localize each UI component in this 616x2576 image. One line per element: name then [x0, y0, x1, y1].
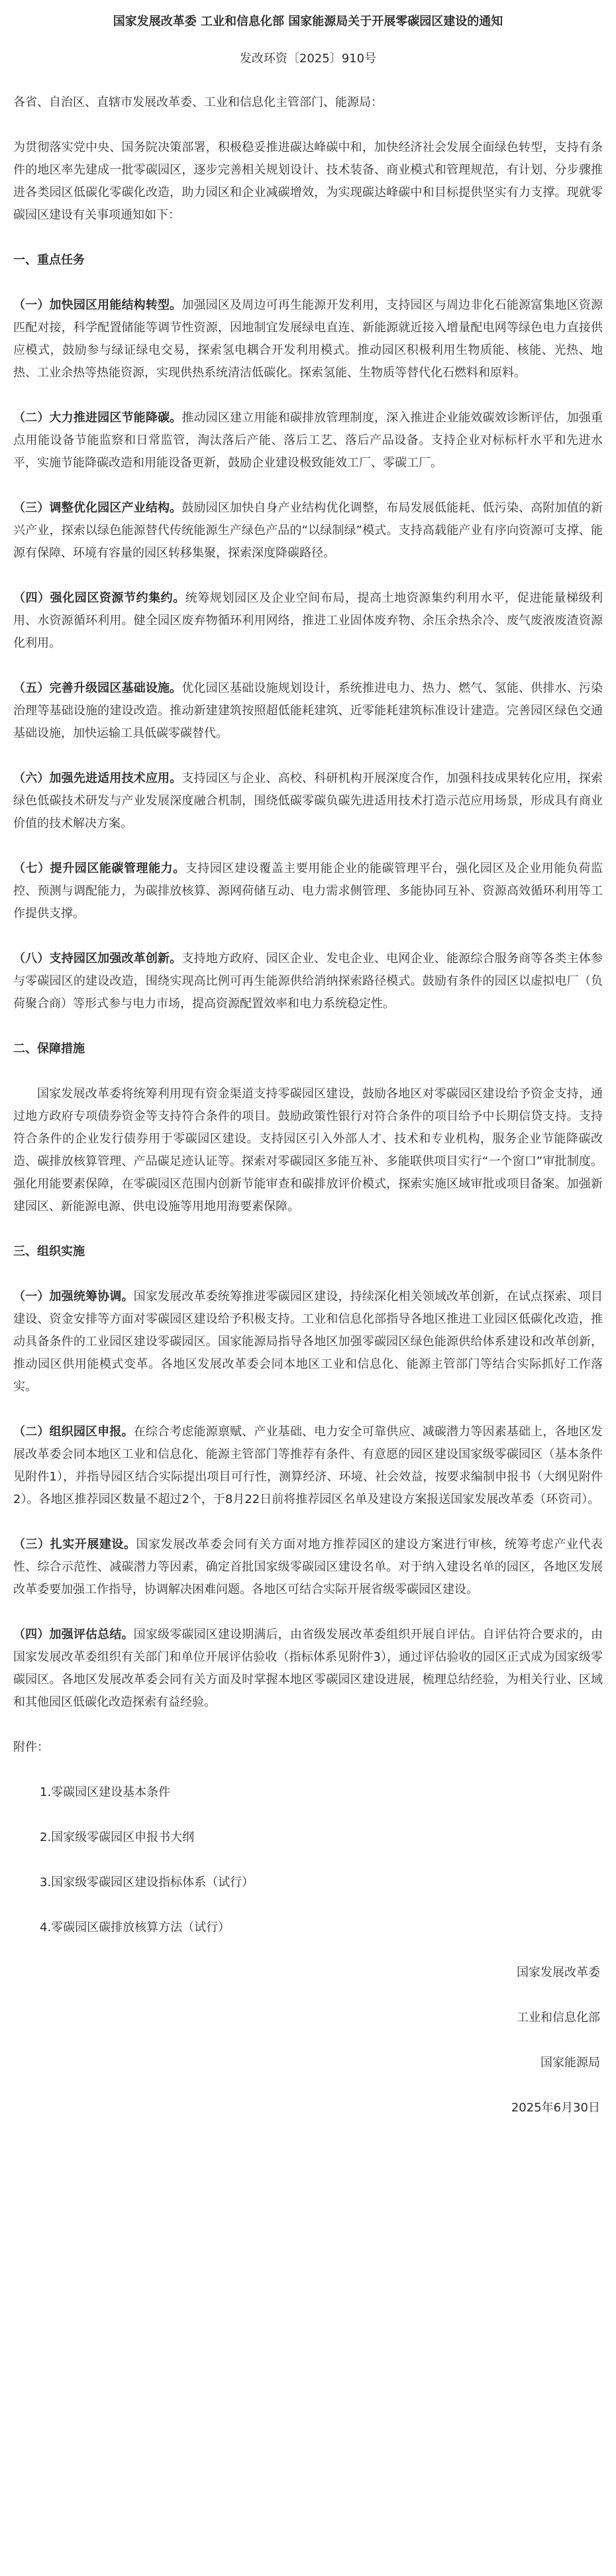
task-item-lead: （一）加快园区用能结构转型。 [13, 298, 182, 312]
task-item-text: 支持园区与企业、高校、科研机构开展深度合作，加强科技成果转化应用，探索绿色低碳技术研发与产业发展深度融合机制，围绕低碳零碳负碳先进适用技术打造示范应用场景，形成具有商业价值的技术解决方案。 [13, 771, 603, 830]
attachments-label: 附件： [13, 1740, 49, 1754]
recipients-line: 各省、自治区、直辖市发展改革委、工业和信息化主管部门、能源局： [13, 95, 383, 109]
implementation-item [13, 1286, 603, 1398]
task-item [13, 767, 603, 835]
implementation-item-lead: （一）加强统筹协调。 [13, 1290, 134, 1304]
task-item [13, 948, 603, 1015]
implementation-item [13, 1534, 603, 1601]
signature-ndrc: 国家发展改革委 [517, 1966, 600, 1980]
task-item-text: 优化园区基础设施规划设计，系统推进电力、热力、燃气、氢能、供排水、污染治理等基础设施的建设改造。推动新建建筑按照超低能耗建筑、近零能耗建筑标准设计建造。完善园区绿色交通基础设施，加快运输工具低碳零碳替代。 [13, 681, 603, 740]
implementation-item [13, 1421, 603, 1511]
implementation-item-lead: （二）组织园区申报。 [13, 1425, 134, 1439]
signature-miit: 工业和信息化部 [517, 2011, 600, 2025]
task-item-text: 推动园区建立用能和碳排放管理制度，深入推进企业能效碳效诊断评估，加强重点用能设备节能监察和日常监管，淘汰落后产能、落后工艺、落后产品设备。支持企业对标标杆水平和先进水平，实施节能降碳改造和用能设备更新，鼓励企业建设极致能效工厂、零碳工厂。 [13, 411, 603, 470]
attachment-link[interactable]: 4.零碳园区碳排放核算方法（试行） [40, 1921, 231, 1934]
implementation-item-text: 国家发展改革委统筹推进零碳园区建设，持续深化相关领域改革创新，在试点探索、项目建设、资金安排等方面对零碳园区建设给予积极支持。工业和信息化部指导各地区推进工业园区低碳化改造，推动具备条件的工业园区建设零碳园区。国家能源局指导各地区加强零碳园区绿色能源供给体系建设和改革创新，推动园区供用能模式变革。各地区发展改革委会同本地区工业和信息化、能源主管部门等结合实际抓好工作落实。 [13, 1290, 603, 1394]
task-item-lead: （六）加强先进适用技术应用。 [13, 771, 182, 785]
document-title: 国家发展改革委 工业和信息化部 国家能源局关于开展零碳园区建设的通知 [113, 15, 503, 28]
task-item-lead: （八）支持园区加强改革创新。 [13, 952, 182, 966]
task-item-lead: （三）调整优化园区产业结构。 [13, 501, 182, 515]
implementation-item [13, 1624, 603, 1714]
intro-paragraph: 为贯彻落实党中央、国务院决策部署，积极稳妥推进碳达峰碳中和，加快经济社会发展全面绿色转型，支持有条件的地区率先建成一批零碳园区，逐步完善相关规划设计、技术装备、商业模式和管理规范，有计划、分步骤推进各类园区低碳化零碳化改造，助力园区和企业减碳增效，为实现碳达峰碳中和目标提供坚实有力支撑。现就零碳园区建设有关事项通知如下： [13, 140, 603, 222]
attachment-link[interactable]: 3.国家级零碳园区建设指标体系（试行） [40, 1876, 254, 1889]
task-item-text: 支持园区建设覆盖主要用能企业的能碳管理平台，强化园区及企业用能负荷监控、预测与调配能力，为碳排放核算、源网荷储互动、电力需求侧管理、多能协同互补、资源高效循环利用等工作提供支撑。 [13, 862, 603, 921]
implementation-item-text: 国家级零碳园区建设期满后，由省级发展改革委组织开展自评估。自评估符合要求的，由国家发展改革委组织有关部门和单位开展评估验收（指标体系见附件3），通过评估验收的园区正式成为国家级零碳园区。各地区发展改革委会同有关方面及时掌握本地区零碳园区建设进展，梳理总结经验，为相关行业、区域和其他园区低碳化改造探索有益经验。 [13, 1628, 603, 1709]
attachment-link[interactable]: 1.零碳园区建设基本条件 [40, 1785, 171, 1799]
task-item-text: 加强园区及周边可再生能源开发利用，支持园区与周边非化石能源富集地区资源匹配对接，科学配置储能等调节性资源，因地制宜发展绿电直连、新能源就近接入增量配电网等绿色电力直接供应模式，鼓励参与绿证绿电交易，探索氢电耦合开发利用模式。推动园区积极利用生物质能、核能、光热、地热、工业余热等热能资源，实现供热系统清洁低碳化。探索氢能、生物质等替代化石燃料和原料。 [13, 298, 603, 380]
section-heading-safeguards: 二、保障措施 [13, 1042, 85, 1056]
task-item-lead: （七）提升园区能碳管理能力。 [13, 862, 185, 875]
implementation-item-lead: （三）扎实开展建设。 [13, 1538, 136, 1551]
document-number: 发改环资〔2025〕910号 [239, 52, 377, 66]
task-item [13, 677, 603, 745]
task-item-text: 支持地方政府、园区企业、发电企业、电网企业、能源综合服务商等各类主体参与零碳园区的建设改造，围绕实现高比例可再生能源供给消纳探索路径模式。鼓励有条件的园区以虚拟电厂（负荷聚合商）等形式参与电力市场，提高资源配置效率和电力系统稳定性。 [13, 952, 603, 1011]
implementation-item-text: 国家发展改革委会同有关方面对地方推荐园区的建设方案进行审核，统筹考虑产业代表性、综合示范性、减碳潜力等因素，确定首批国家级零碳园区建设名单。对于纳入建设名单的园区，各地区发展改革委要加强工作指导，协调解决困难问题。各地区可结合实际开展省级零碳园区建设。 [13, 1538, 603, 1596]
safeguards-paragraph: 国家发展改革委将统筹利用现有资金渠道支持零碳园区建设，鼓励各地区对零碳园区建设给予资金支持，通过地方政府专项债券资金等支持符合条件的项目。鼓励政策性银行对符合条件的项目给予中长期信贷支持。支持符合条件的企业发行债券用于零碳园区建设。支持园区引入外部人才、技术和专业机构，服务企业节能降碳改造、碳排放核算管理、产品碳足迹认证等。探索对零碳园区多能互补、多能联供项目实行“一个窗口”审批制度。强化用能要素保障，在零碳园区范围内创新节能审查和碳排放评价模式，探索实施区域审批或项目备案。加强新建园区、新能源电源、供电设施等用地用海要素保障。 [13, 1087, 603, 1213]
implementation-item-lead: （四）加强评估总结。 [13, 1628, 134, 1642]
signature-nea: 国家能源局 [540, 2056, 600, 2070]
task-item-lead: （五）完善升级园区基础设施。 [13, 681, 182, 695]
task-item [13, 294, 603, 384]
task-item [13, 497, 603, 565]
attachment-link[interactable]: 2.国家级零碳园区申报书大纲 [40, 1830, 195, 1844]
task-item-text: 鼓励园区加快自身产业结构优化调整，布局发展低能耗、低污染、高附加值的新兴产业，探索以绿色能源替代传统能源生产绿色产品的“以绿制绿”模式。支持高载能产业有序向资源可支撑、能源有保障、环境有容量的园区转移集聚，探索深度降碳路径。 [13, 501, 603, 560]
task-item-lead: （四）强化园区资源节约集约。 [13, 591, 185, 605]
task-item [13, 858, 603, 925]
document-date: 2025年6月30日 [511, 2101, 600, 2115]
task-item [13, 407, 603, 475]
section-heading-implementation: 三、组织实施 [13, 1245, 85, 1259]
task-item-lead: （二）大力推进园区节能降碳。 [13, 411, 182, 425]
task-item-text: 统筹规划园区及企业空间布局，提高土地资源集约利用水平，促进能量梯级利用、水资源循环利用。健全园区废弃物循环利用网络，推进工业固体废弃物、余压余热余冷、废气废液废渣资源化利用。 [13, 591, 603, 650]
task-item [13, 587, 603, 655]
implementation-item-text: 在综合考虑能源禀赋、产业基础、电力安全可靠供应、减碳潜力等因素基础上，各地区发展改革委会同本地区工业和信息化、能源主管部门等推荐有条件、有意愿的园区建设国家级零碳园区（基本条件见附件1），并指导园区结合实际提出项目可行性，测算经济、环境、社会效益，按要求编制申报书（大纲见附件2）。各地区推荐园区数量不超过2个，于8月22日前将推荐园区名单及建设方案报送国家发展改革委（环资司）。 [13, 1425, 603, 1506]
section-heading-key-tasks: 一、重点任务 [13, 253, 85, 267]
